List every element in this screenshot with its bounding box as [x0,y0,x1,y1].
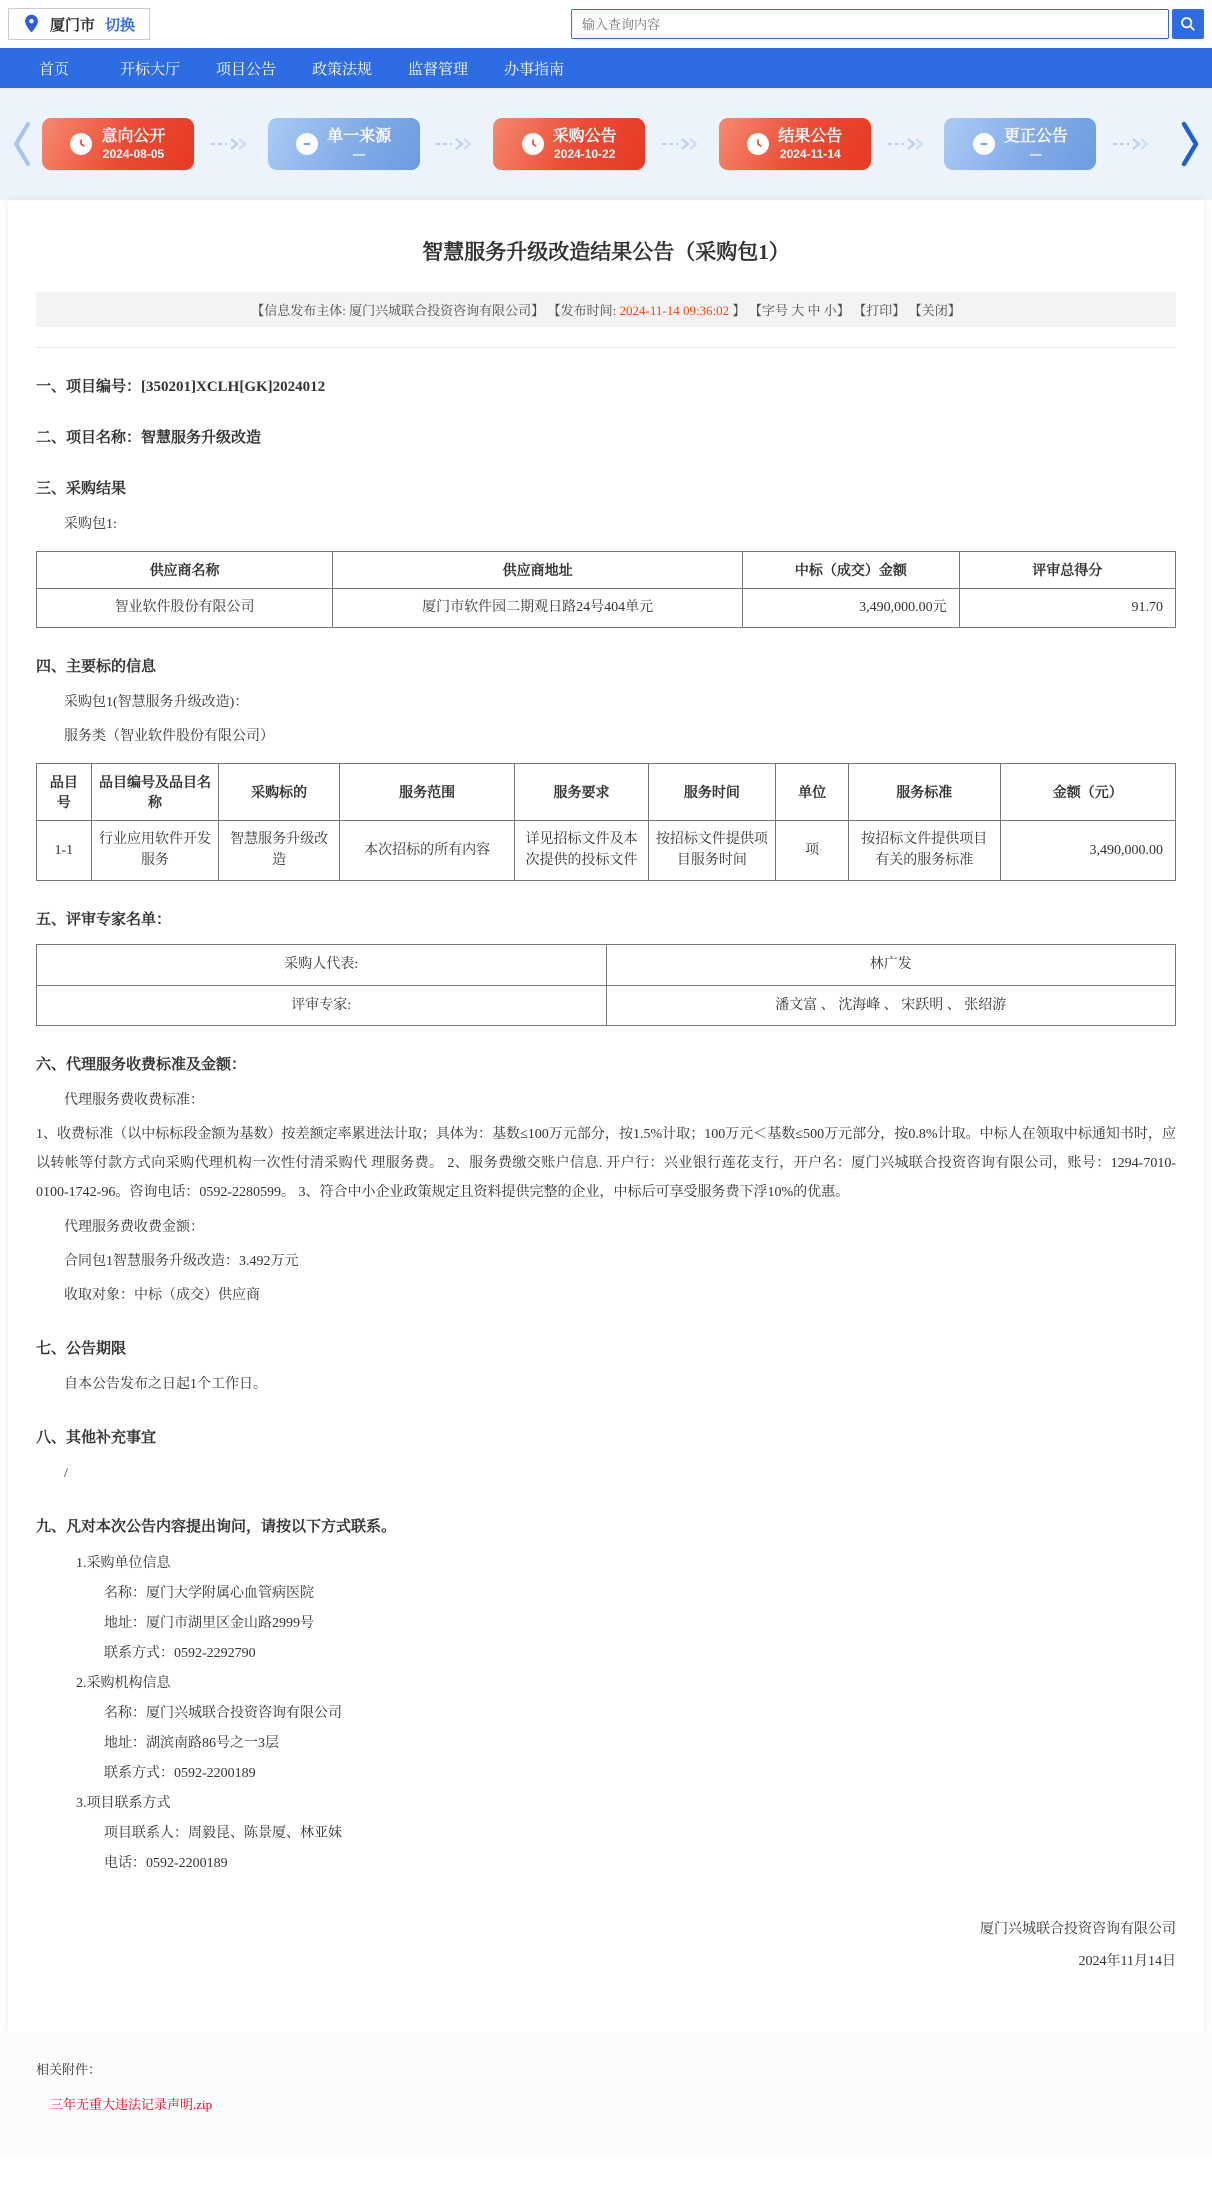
search-button[interactable] [1172,9,1204,39]
nav-item-home[interactable]: 首页 [38,60,69,78]
minus-icon [296,133,318,155]
stepper-steps [42,118,1170,170]
main-nav [0,48,1212,88]
nav-item-notices[interactable]: 项目公告 [215,60,276,78]
chevron-left-icon [12,121,32,167]
nav-item-policies[interactable]: 政策法规 [311,60,372,78]
contact-group-title: 1.采购单位信息 [76,1555,171,1571]
clock-icon [522,133,544,155]
location-selector[interactable] [8,8,150,40]
agency-fee-standard-text: 1、收费标准（以中标标段金额为基数）按差额定率累进法计取；具体为：基数≤100万元部分，按1.5%计取；100万元＜基数≤500万元部分，按0.8%计取。中标人在领取中标通知书时，应以转帐等付款方式向采购代理机构一次性付清采购代 理服务费。 2、服务费缴交账户信息. 开户行：兴业银行莲花支行，开户名：厦门兴城联合投资咨询有限公司，账号：1294-7010-0100-1742-96。咨询电话：0592-2280599。 3、符合中小企业政策规定且资料提供完整的企业，中标后可享受服务费下浮10%的优惠。 [36,1127,1176,1200]
section-project-name: 二、项目名称：智慧服务升级改造 [36,430,262,446]
switch-city-link[interactable]: 切换 [105,16,136,34]
section-expert-list: 五、评审专家名单： [36,912,172,929]
search-icon [1179,15,1197,33]
section-agency-fee: 六、代理服务收费标准及金额： [36,1057,247,1074]
contact-line: 项目联系人：周毅昆、陈景厦、林亚妹 [104,1826,342,1842]
connector-arrow-icon [194,137,268,151]
top-bar [0,0,1212,48]
clock-icon [70,133,92,155]
step-intent-publication[interactable]: 意向公开 2024-08-05 [42,118,194,170]
contact-line: 地址：湖滨南路86号之一3层 [104,1736,279,1752]
signature-block [36,1914,1176,1978]
announcement-card [8,200,1204,2033]
section-other-matters: 八、其他补充事宜 [36,1429,157,1446]
subject-table [36,763,1176,881]
agency-fee-standard-label: 代理服务费收费标准： [64,1093,204,1109]
contact-group-title: 3.项目联系方式 [76,1796,171,1812]
experts-table-row: 评审专家: 潘文富 、 沈海峰 、 宋跃明 、 张绍游 [37,985,1176,1026]
minus-icon [973,133,995,155]
other-matters-text: / [64,1465,68,1481]
agency-fee-payer: 收取对象：中标（成交）供应商 [64,1287,260,1303]
contact-line: 联系方式：0592-2200189 [104,1766,256,1782]
city-label: 厦门市 [50,16,96,34]
attachments-label: 相关附件： [36,2061,102,2077]
contact-line: 联系方式：0592-2292790 [104,1645,256,1661]
package-label: 采购包1: [64,517,117,532]
section-notice-period: 七、公告期限 [36,1340,127,1357]
experts-table-row: 采购人代表: 林广发 [37,945,1176,986]
attachment-link[interactable]: 三年无重大违法记录声明.zip [50,2096,213,2112]
nav-item-bid-hall[interactable]: 开标大厅 [119,60,180,78]
font-size-controls[interactable]: 【字号 大 中 小】 [755,303,850,318]
contact-line: 名称：厦门兴城联合投资咨询有限公司 [104,1705,342,1721]
agency-fee-amount-label: 代理服务费收费金额： [64,1219,204,1235]
stepper-prev-button[interactable] [12,121,32,167]
page-title: 智慧服务升级改造结果公告（采购包1） [422,240,790,264]
publish-time: 2024-11-14 09:36:02 [619,303,730,318]
notice-period-text: 自本公告发布之日起1个工作日。 [64,1376,267,1392]
connector-arrow-icon [420,137,494,151]
connector-arrow-icon [871,137,945,151]
experts-table [36,944,1176,1026]
nav-item-guide[interactable]: 办事指南 [503,60,564,78]
close-button[interactable]: 【关闭】 [915,303,961,318]
clock-icon [747,133,769,155]
attachments-section [0,2033,1212,2154]
contact-group-title: 2.采购机构信息 [76,1675,171,1691]
search-input[interactable] [571,9,1169,39]
section-contact: 九、凡对本次公告内容提出询问，请按以下方式联系。 [36,1518,397,1535]
result-table [36,551,1176,628]
search-bar [571,9,1204,39]
nav-item-oversight[interactable]: 监督管理 [407,60,468,78]
connector-arrow-icon [1096,137,1170,151]
subject-category-line: 服务类（智业软件股份有限公司） [64,728,274,744]
result-table-row: 智业软件股份有限公司 厦门市软件园二期观日路24号404单元 3,490,000.00元 91.70 [37,589,1176,628]
signature-org: 厦门兴城联合投资咨询有限公司 [980,1921,1176,1937]
contact-line: 电话：0592-2200189 [104,1856,228,1872]
publish-time-prefix: 【发布时间: [554,303,620,318]
connector-arrow-icon [645,137,719,151]
result-table-header-row: 供应商名称 供应商地址 中标（成交）金额 评审总得分 [37,552,1176,589]
section-main-subject: 四、主要标的信息 [36,658,157,675]
location-pin-icon [23,14,40,34]
step-result-notice[interactable]: 结果公告 2024-11-14 [719,118,871,170]
publisher-info: 【信息发布主体: 厦门兴城联合投资咨询有限公司】 [251,303,545,318]
chevron-right-icon [1180,121,1200,167]
subject-package-line: 采购包1(智慧服务升级改造)： [64,694,249,710]
stepper-next-button[interactable] [1180,121,1200,167]
agency-fee-amount-value: 合同包1智慧服务升级改造：3.492万元 [64,1253,299,1269]
contact-line: 名称：厦门大学附属心血管病医院 [104,1585,314,1601]
procurement-stepper [0,88,1212,200]
signature-date: 2024年11月14日 [1078,1953,1176,1969]
print-button[interactable]: 【打印】 [859,303,906,318]
meta-divider [36,347,1176,348]
section-procurement-result: 三、采购结果 [36,481,127,497]
subject-table-header-row: 品目号 品目编号及品目名称 采购标的 服务范围 服务要求 服务时间 单位 服务标准 金额（元） [37,763,1176,820]
subject-table-row: 1-1 行业应用软件开发服务 智慧服务升级改造 本次招标的所有内容 详见招标文件及本次提供的投标文件 按招标文件提供项目服务时间 项 按招标文件提供项目有关的服务标准 3,490,000.00 [37,820,1176,880]
step-single-source[interactable]: 单一来源 — [268,118,420,170]
publish-time-suffix: 】 [729,303,746,318]
step-correction-notice[interactable]: 更正公告 — [944,118,1096,170]
meta-bar [36,292,1176,327]
step-procurement-notice[interactable]: 采购公告 2024-10-22 [493,118,645,170]
contact-line: 地址：厦门市湖里区金山路2999号 [104,1615,314,1631]
section-project-number: 一、项目编号：[350201]XCLH[GK]2024012 [36,379,326,395]
